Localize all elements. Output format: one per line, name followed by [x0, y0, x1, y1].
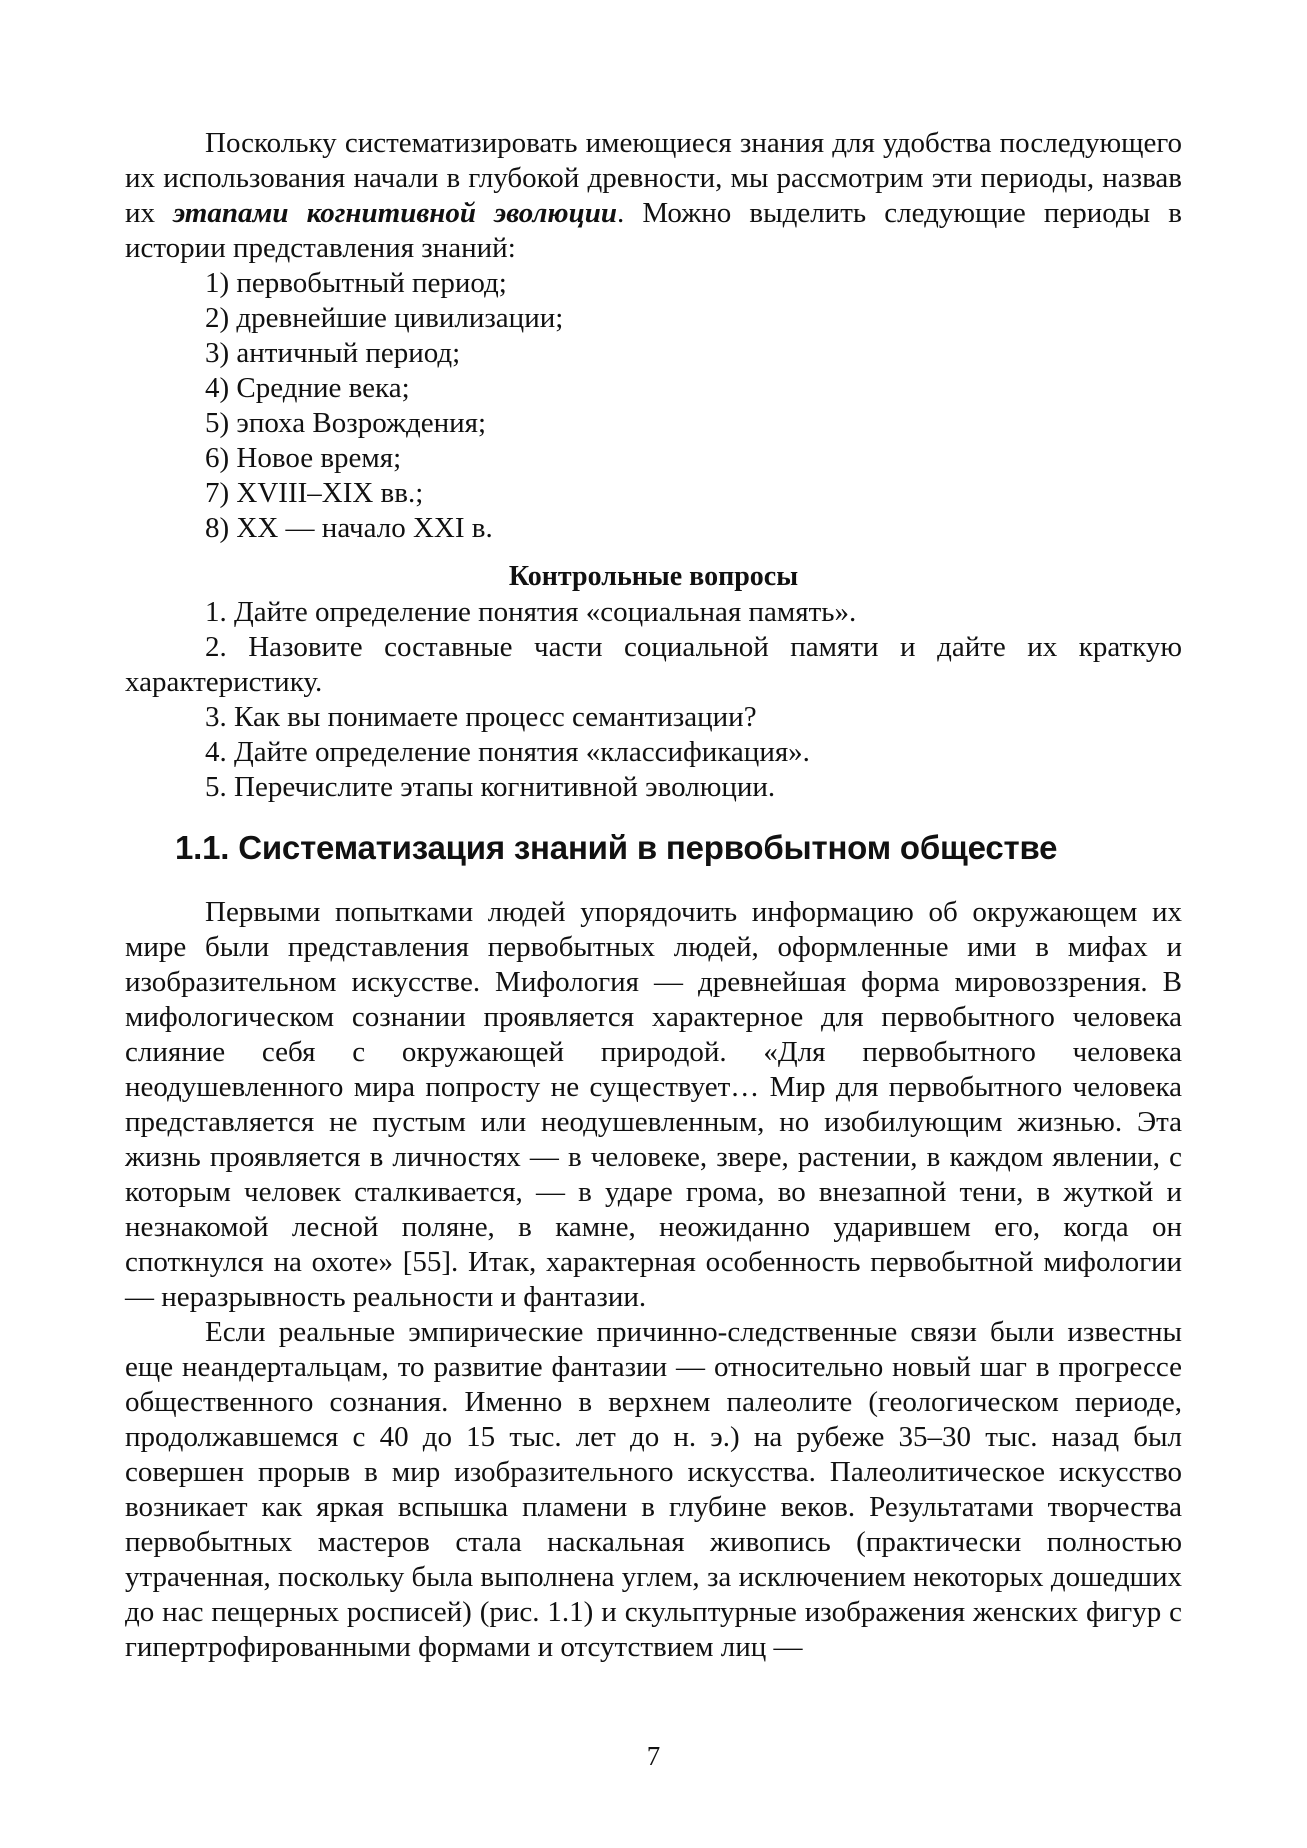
question-item: 3. Как вы понимаете процесс семантизации?	[205, 701, 757, 733]
intro-emphasis: этапами когнитивной эволюции	[173, 197, 617, 229]
list-item: 1) первобытный период;	[205, 267, 507, 299]
list-item: 4) Средние века;	[205, 372, 410, 404]
questions-heading: Контрольные вопросы	[508, 561, 799, 592]
list-item: 2) древнейшие цивилизации;	[205, 302, 564, 334]
list-item: 3) античный период;	[205, 337, 461, 369]
body-paragraph: Если реальные эмпирические причинно-следственные связи были известны еще неандертальцам, то развитие фантазии — относительно новый шаг в прогрессе общественного сознания. Именно в верхнем палеолите (геологическом периоде, продолжавшемся с 40 до 15 тыс. лет до н. э.) на рубеже 35–30 тыс. назад был совершен прорыв в мир изобразительного искусства. Палеолитическое искусство возникает как яркая вспышка пламени в глубине веков. Результатами творчества первобытных мастеров стала наскальная живопись (практически полностью утраченная, поскольку была выполнена углем, за исключением некоторых дошедших до нас пещерных росписей) (рис. 1.1) и скульптурные изображения женских фигур с гипертрофированными формами и отсутствием лиц —	[125, 1316, 1182, 1663]
section-title: 1.1. Систематизация знаний в первобытном обществе	[175, 829, 1058, 866]
intro-paragraph	[125, 126, 1182, 266]
list-item: 6) Новое время;	[205, 442, 402, 474]
periods-list	[125, 266, 1182, 546]
intro-text-before: Поскольку систематизировать имеющиеся знания для удобства последующего их использования начали в глубокой древности, мы рассмотрим эти периоды, назвав их	[125, 127, 1182, 229]
text-column	[125, 126, 1182, 1665]
question-item: 2. Назовите составные части социальной памяти и дайте их краткую характеристику.	[125, 631, 1182, 698]
page-number: 7	[646, 1741, 661, 1771]
intro-text-after: . Можно выделить следующие периоды в истории представления знаний:	[125, 197, 1182, 264]
question-item: 5. Перечислите этапы когнитивной эволюции.	[205, 771, 776, 803]
list-item: 7) XVIII–XIX вв.;	[205, 477, 424, 509]
question-item: 1. Дайте определение понятия «социальная память».	[205, 596, 857, 628]
body-paragraph: Первыми попытками людей упорядочить информацию об окружающем их мире были представления первобытных людей, оформленные ими в мифах и изобразительном искусстве. Мифология — древнейшая форма мировоззрения. В мифологическом сознании проявляется характерное для первобытного человека слияние себя с окружающей природой. «Для первобытного человека неодушевленного мира попросту не существует… Мир для первобытного человека представляется не пустым или неодушевленным, но изобилующим жизнью. Эта жизнь проявляется в личностях — в человеке, звере, растении, в каждом явлении, с которым человек сталкивается, — в ударе грома, во внезапной тени, в жуткой и незнакомой лесной поляне, в камне, неожиданно ударившем его, когда он споткнулся на охоте» [55]. Итак, характерная особенность первобытной мифологии — неразрывность реальности и фантазии.	[125, 896, 1182, 1313]
question-item: 4. Дайте определение понятия «классификация».	[205, 736, 810, 768]
list-item: 8) XX — начало XXI в.	[205, 512, 493, 544]
list-item: 5) эпоха Возрождения;	[205, 407, 487, 439]
questions-list	[125, 595, 1182, 805]
